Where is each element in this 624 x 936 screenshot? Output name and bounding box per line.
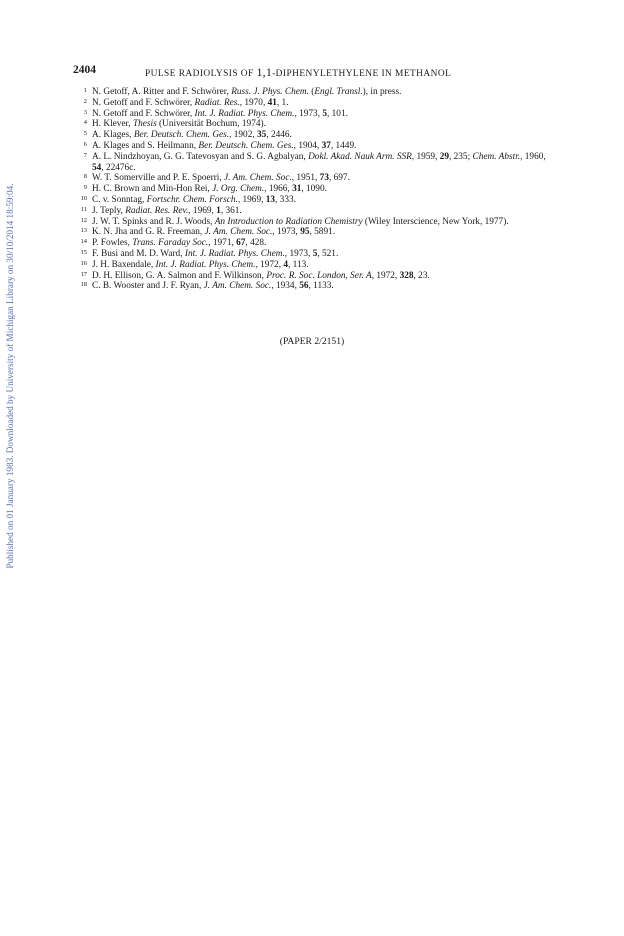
download-watermark: Published on 01 January 1983. Downloaded by University of Michigan Library on 30/10/2014 18:59:04. bbox=[5, 183, 15, 569]
reference-item bbox=[75, 238, 555, 249]
reference-pages: , 1090. bbox=[301, 184, 327, 195]
reference-details: , 1969, bbox=[188, 205, 217, 216]
reference-pages: , 361. bbox=[220, 205, 242, 216]
reference-journal: J. Am. Chem. Soc. bbox=[224, 173, 292, 184]
reference-authors: D. H. Ellison, G. A. Salmon and F. Wilkinson, bbox=[92, 270, 267, 281]
reference-number: 18 bbox=[80, 281, 87, 289]
reference-journal: Radiat. Res. Rev. bbox=[125, 205, 189, 216]
reference-volume: 328 bbox=[399, 270, 414, 281]
reference-journal: Dokl. Akad. Nauk Arm. SSR bbox=[308, 151, 412, 162]
reference-pages: , 521. bbox=[317, 248, 339, 259]
reference-number: 5 bbox=[83, 130, 87, 138]
reference-details-secondary: , 1960, bbox=[520, 151, 546, 162]
reference-number: 15 bbox=[80, 248, 87, 256]
reference-journal-note: Engl. Transl. bbox=[314, 87, 363, 97]
reference-authors: J. Teply, bbox=[92, 205, 126, 216]
reference-volume: 29 bbox=[439, 151, 449, 162]
reference-item bbox=[75, 173, 555, 184]
reference-authors: P. Fowles, bbox=[92, 238, 133, 249]
reference-pages: , 113. bbox=[288, 259, 309, 270]
reference-pages: , 697. bbox=[328, 173, 350, 184]
reference-item bbox=[75, 130, 555, 141]
reference-item bbox=[75, 141, 555, 152]
reference-authors: J. H. Baxendale, bbox=[92, 259, 156, 270]
reference-pages: , 1133. bbox=[308, 281, 334, 292]
reference-item bbox=[75, 195, 555, 206]
reference-pages: , 235; bbox=[448, 151, 473, 162]
reference-journal: Int. J. Radiat. Phys. Chem. bbox=[155, 259, 256, 270]
reference-details: , 1973, bbox=[294, 108, 323, 119]
reference-volume: 73 bbox=[319, 173, 329, 184]
reference-journal: An Introduction to Radiation Chemistry bbox=[214, 216, 363, 227]
reference-number: 4 bbox=[83, 119, 87, 127]
reference-pages: , 1. bbox=[276, 97, 289, 108]
reference-journal: Trans. Faraday Soc. bbox=[132, 238, 209, 249]
paper-identifier: (PAPER 2/2151) bbox=[279, 336, 345, 347]
reference-details: ( bbox=[308, 87, 315, 97]
reference-number: 2 bbox=[83, 97, 87, 105]
reference-item bbox=[75, 206, 555, 217]
reference-item bbox=[75, 271, 555, 282]
reference-pages: , 333. bbox=[275, 194, 296, 205]
reference-item bbox=[75, 249, 555, 260]
reference-details: (Universität Bochum, 1974). bbox=[156, 119, 266, 130]
reference-pages: ), in press. bbox=[362, 87, 402, 97]
reference-item bbox=[75, 119, 555, 130]
reference-authors: A. Klages, bbox=[92, 130, 134, 141]
reference-item bbox=[75, 87, 555, 98]
reference-details: , 1951, bbox=[291, 173, 320, 184]
reference-journal: Russ. J. Phys. Chem. bbox=[231, 87, 309, 97]
running-title-compound: 1,1 bbox=[256, 65, 273, 79]
reference-details: , 1934, bbox=[271, 281, 300, 292]
reference-number: 10 bbox=[80, 194, 87, 202]
reference-pages: , 101. bbox=[327, 108, 348, 119]
reference-number: 6 bbox=[83, 140, 87, 148]
reference-authors: C. B. Wooster and J. F. Ryan, bbox=[92, 281, 204, 292]
reference-authors: N. Getoff and F. Schwörer, bbox=[92, 108, 195, 119]
reference-details: , 1902, bbox=[229, 130, 257, 141]
reference-authors: W. T. Somerville and P. E. Spoerri, bbox=[92, 173, 225, 184]
reference-details: , 1972, bbox=[255, 259, 284, 270]
reference-item bbox=[75, 98, 555, 109]
reference-details: , 1969, bbox=[237, 194, 266, 205]
reference-details: , 1973, bbox=[284, 248, 313, 259]
reference-number: 13 bbox=[80, 227, 87, 235]
page-header bbox=[73, 64, 553, 78]
reference-authors: C. v. Sonntag, bbox=[92, 194, 147, 205]
reference-pages: , 5891. bbox=[309, 227, 336, 238]
reference-volume: 35 bbox=[257, 130, 267, 141]
reference-journal: Int. J. Radiat. Phys. Chem. bbox=[184, 248, 285, 259]
reference-volume: 5 bbox=[322, 108, 327, 119]
reference-volume: 95 bbox=[300, 227, 310, 238]
running-title-suffix: -DIPHENYLETHYLENE IN METHANOL bbox=[272, 69, 452, 79]
reference-details: , 1972, bbox=[371, 270, 400, 281]
reference-item bbox=[75, 217, 555, 228]
running-title-prefix: PULSE RADIOLYSIS OF bbox=[145, 69, 257, 79]
reference-number: 8 bbox=[83, 173, 87, 181]
reference-authors: H. C. Brown and Min-Hon Rei, bbox=[92, 184, 213, 195]
reference-authors: N. Getoff, A. Ritter and F. Schwörer, bbox=[92, 87, 232, 97]
reference-journal: Proc. R. Soc. London, Ser. A bbox=[266, 270, 372, 281]
running-title bbox=[145, 65, 451, 80]
reference-volume: 67 bbox=[236, 238, 246, 249]
reference-number: 14 bbox=[80, 238, 87, 246]
reference-pages: , 1449. bbox=[330, 140, 357, 151]
reference-authors: H. Klever, bbox=[92, 119, 133, 130]
reference-journal: Int. J. Radiat. Phys. Chem. bbox=[194, 108, 295, 119]
reference-volume: 5 bbox=[312, 248, 318, 259]
reference-details: , 1970, bbox=[239, 97, 268, 108]
reference-volume: 1 bbox=[216, 205, 221, 216]
reference-list bbox=[75, 87, 555, 292]
reference-authors: F. Busi and M. D. Ward, bbox=[92, 248, 185, 259]
reference-details: , 1966, bbox=[264, 184, 293, 195]
page-number: 2404 bbox=[73, 64, 96, 76]
reference-details: , 1959, bbox=[411, 151, 440, 162]
reference-journal: Ber. Deutsch. Chem. Ges. bbox=[133, 130, 230, 141]
reference-details: (Wiley Interscience, New York, 1977). bbox=[362, 216, 509, 227]
reference-number: 9 bbox=[83, 184, 87, 192]
reference-volume-secondary: 54 bbox=[92, 162, 102, 173]
reference-journal: Fortschr. Chem. Forsch. bbox=[146, 194, 238, 205]
reference-journal: Radiat. Res. bbox=[194, 97, 240, 108]
reference-number: 11 bbox=[80, 205, 87, 213]
reference-journal: Thesis bbox=[132, 119, 157, 130]
reference-authors: K. N. Jha and G. R. Freeman, bbox=[92, 227, 205, 238]
reference-details: , 1973, bbox=[272, 227, 301, 238]
reference-item bbox=[75, 227, 555, 238]
reference-item bbox=[75, 152, 555, 174]
reference-volume: 4 bbox=[283, 259, 288, 270]
reference-volume: 31 bbox=[292, 184, 302, 195]
reference-journal: J. Org. Chem. bbox=[212, 184, 265, 195]
reference-number: 3 bbox=[83, 108, 87, 116]
reference-pages-secondary: , 22476c. bbox=[101, 162, 136, 173]
reference-volume: 13 bbox=[265, 194, 276, 205]
reference-details: , 1971, bbox=[208, 238, 237, 249]
reference-authors: J. W. T. Spinks and R. J. Woods, bbox=[92, 216, 215, 227]
reference-authors: A. Klages and S. Heilmann, bbox=[92, 140, 199, 151]
reference-journal: J. Am. Chem. Soc. bbox=[204, 227, 273, 238]
reference-volume: 37 bbox=[321, 140, 331, 151]
reference-authors: N. Getoff and F. Schwörer, bbox=[92, 97, 195, 108]
reference-volume: 41 bbox=[267, 97, 277, 108]
reference-item bbox=[75, 109, 555, 120]
reference-authors: A. L. Nindzhoyan, G. G. Tatevosyan and S. G. Agbalyan, bbox=[92, 151, 309, 162]
reference-pages: , 428. bbox=[245, 238, 267, 249]
reference-journal: J. Am. Chem. Soc. bbox=[203, 281, 272, 292]
reference-volume: 56 bbox=[299, 281, 309, 292]
reference-item bbox=[75, 184, 555, 195]
reference-pages: , 23. bbox=[413, 270, 430, 281]
reference-number: 17 bbox=[80, 270, 87, 278]
reference-item bbox=[75, 260, 555, 271]
reference-number: 7 bbox=[83, 151, 87, 159]
reference-pages: , 2446. bbox=[266, 130, 292, 141]
reference-number: 12 bbox=[80, 216, 87, 224]
reference-details: , 1904, bbox=[293, 140, 322, 151]
reference-journal: Ber. Deutsch. Chem. Ges. bbox=[198, 140, 294, 151]
reference-number: 1 bbox=[83, 87, 87, 94]
reference-journal-secondary: Chem. Abstr. bbox=[472, 151, 521, 162]
reference-number: 16 bbox=[80, 259, 87, 267]
reference-item bbox=[75, 281, 555, 292]
